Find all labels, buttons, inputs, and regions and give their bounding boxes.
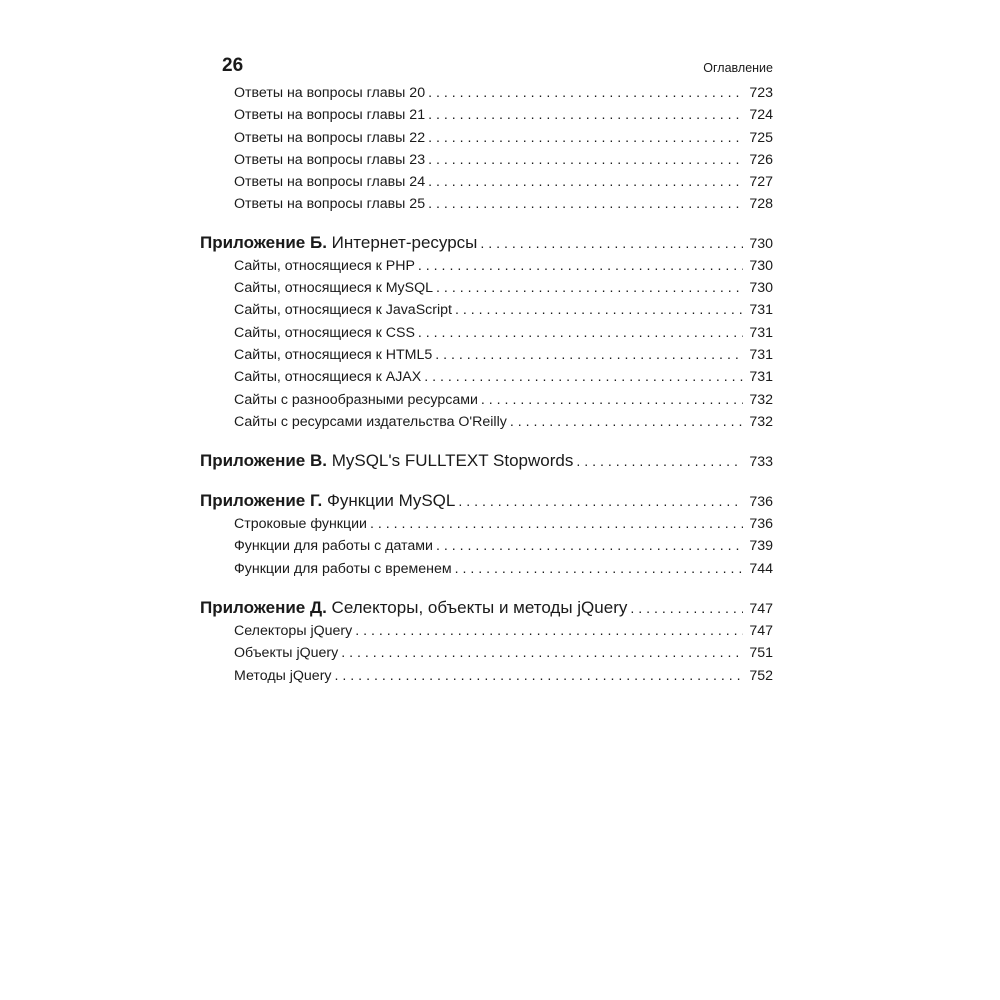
- dot-leader: [428, 193, 743, 215]
- toc-entry: [200, 299, 773, 321]
- toc-entry-title: Ответы на вопросы главы 23: [234, 151, 426, 168]
- toc-entry-title: Функции для работы с датами: [234, 538, 433, 555]
- toc-entry-page: 732: [749, 413, 773, 430]
- appendix-title: Селекторы, объекты и методы jQuery: [331, 598, 628, 618]
- running-head: [200, 52, 773, 82]
- toc-entry: [200, 193, 773, 215]
- toc-entry-page: 728: [749, 196, 773, 213]
- book-page: [200, 52, 773, 687]
- dot-leader: [436, 277, 743, 299]
- toc-entry-title: Ответы на вопросы главы 20: [234, 85, 426, 101]
- dot-leader: [455, 299, 743, 321]
- toc-entry: [200, 558, 773, 580]
- toc-entry-title: Сайты с разнообразными ресурсами: [234, 391, 478, 408]
- toc-appendix-b: [200, 231, 773, 255]
- dot-leader: [458, 490, 743, 514]
- toc-entry-page: 724: [749, 107, 773, 124]
- toc-entry: [200, 389, 773, 411]
- dot-leader: [576, 450, 743, 474]
- appendix-label: Приложение В.: [200, 451, 327, 471]
- toc-entry-page: 747: [749, 623, 773, 640]
- toc-entry-page: 723: [749, 85, 773, 101]
- dot-leader: [510, 411, 743, 433]
- dot-leader: [418, 255, 743, 277]
- toc-entry: [200, 344, 773, 366]
- toc-entry-page: 730: [749, 280, 773, 297]
- toc-entry-page: 730: [749, 257, 773, 274]
- toc-entry-page: 725: [749, 129, 773, 146]
- toc-appendix-v: [200, 449, 773, 473]
- dot-leader: [428, 127, 743, 149]
- dot-leader: [435, 344, 743, 366]
- dot-leader: [355, 620, 743, 642]
- dot-leader: [341, 642, 743, 664]
- dot-leader: [428, 149, 743, 171]
- toc-entry-page: 730: [749, 235, 773, 252]
- toc-entry-page: 727: [749, 174, 773, 191]
- appendix-label: Приложение Б.: [200, 232, 327, 252]
- dot-leader: [480, 232, 743, 256]
- dot-leader: [370, 513, 743, 535]
- toc-entry-title: Строковые функции: [234, 516, 367, 533]
- toc-entry-title: Сайты, относящиеся к MySQL: [234, 280, 434, 297]
- toc-entry-page: 736: [749, 494, 773, 511]
- dot-leader: [424, 366, 743, 388]
- toc-entry-page: 726: [749, 151, 773, 168]
- appendix-label: Приложение Д.: [200, 598, 327, 618]
- toc-entry-page: 731: [749, 369, 773, 386]
- toc-entry-title: Сайты, относящиеся к PHP: [234, 257, 415, 274]
- toc-entry-title: Ответы на вопросы главы 22: [234, 129, 426, 146]
- table-of-contents: [200, 82, 773, 687]
- running-title: Оглавление: [703, 61, 773, 75]
- toc-entry-page: 736: [749, 516, 773, 533]
- toc-appendix-d: [200, 596, 773, 620]
- section-gap: [200, 216, 773, 231]
- toc-entry-page: 744: [749, 560, 773, 577]
- section-gap: [200, 580, 773, 596]
- appendix-title: MySQL's FULLTEXT Stopwords: [331, 451, 574, 471]
- dot-leader: [455, 558, 743, 580]
- toc-entry: [200, 620, 773, 642]
- toc-entry: [200, 665, 773, 687]
- appendix-title: Функции MySQL: [326, 491, 456, 511]
- toc-entry-title: Функции для работы с временем: [234, 560, 452, 577]
- toc-entry-page: 732: [749, 391, 773, 408]
- toc-entry-page: 731: [749, 302, 773, 319]
- toc-appendix-g: [200, 489, 773, 513]
- toc-entry-title: Сайты с ресурсами издательства O'Reilly: [234, 413, 507, 430]
- dot-leader: [428, 171, 743, 193]
- toc-entry-title: Объекты jQuery: [234, 645, 339, 662]
- dot-leader: [418, 322, 743, 344]
- toc-entry-title: Методы jQuery: [234, 667, 332, 684]
- toc-entry-title: Сайты, относящиеся к AJAX: [234, 369, 422, 386]
- toc-entry-title: Селекторы jQuery: [234, 623, 353, 640]
- toc-entry: [200, 104, 773, 126]
- toc-entry-page: 751: [749, 645, 773, 662]
- toc-entry-title: Ответы на вопросы главы 25: [234, 196, 426, 213]
- toc-entry: [200, 255, 773, 277]
- toc-entry-title: Сайты, относящиеся к CSS: [234, 324, 415, 341]
- toc-entry: [200, 411, 773, 433]
- section-gap: [200, 473, 773, 489]
- toc-entry: [200, 535, 773, 557]
- appendix-title: Интернет-ресурсы: [331, 232, 478, 252]
- dot-leader: [428, 104, 743, 126]
- section-gap: [200, 433, 773, 449]
- dot-leader: [335, 665, 743, 687]
- toc-entry-page: 733: [749, 454, 773, 471]
- toc-entry-title: Сайты, относящиеся к HTML5: [234, 346, 433, 363]
- toc-entry: [200, 149, 773, 171]
- toc-entry-page: 752: [749, 667, 773, 684]
- toc-entry: [200, 513, 773, 535]
- toc-entry-page: 731: [749, 324, 773, 341]
- dot-leader: [428, 82, 743, 104]
- dot-leader: [630, 597, 743, 621]
- toc-entry-page: 739: [749, 538, 773, 555]
- toc-entry: [200, 366, 773, 388]
- toc-entry: [200, 127, 773, 149]
- appendix-label: Приложение Г.: [200, 491, 323, 511]
- toc-entry: [200, 322, 773, 344]
- page-number: 26: [222, 55, 244, 76]
- toc-entry-title: Сайты, относящиеся к JavaScript: [234, 302, 452, 319]
- toc-entry-title: Ответы на вопросы главы 21: [234, 107, 426, 124]
- toc-entry: [200, 277, 773, 299]
- toc-entry: [200, 82, 773, 104]
- toc-entry-title: Ответы на вопросы главы 24: [234, 174, 426, 191]
- dot-leader: [481, 389, 743, 411]
- toc-entry: [200, 171, 773, 193]
- toc-entry-page: 747: [749, 601, 773, 618]
- toc-entry: [200, 642, 773, 664]
- toc-entry-page: 731: [749, 346, 773, 363]
- dot-leader: [436, 535, 743, 557]
